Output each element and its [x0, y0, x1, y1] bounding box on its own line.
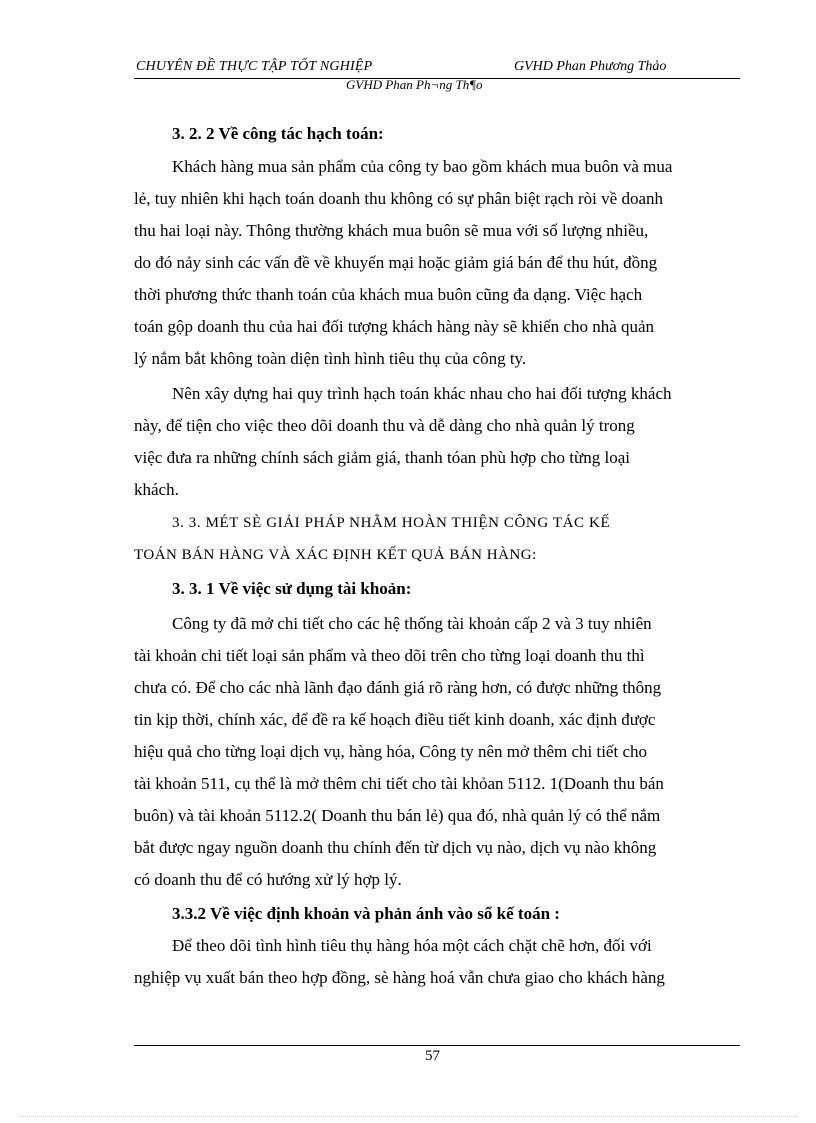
paragraph-line: toán gộp doanh thu của hai đối tượng khách hàng này sẽ khiến cho nhà quản — [134, 317, 655, 336]
paragraph-line: thu hai loại này. Thông thường khách mua buôn sẽ mua với số lượng nhiều, — [134, 221, 649, 240]
chapter-heading: TOÁN BÁN HÀNG VÀ XÁC ĐỊNH KẾT QUẢ BÁN HÀNG: — [134, 547, 537, 563]
header-supervisor: GVHD Phan Phương Thảo — [514, 59, 667, 74]
page-bottom-edge — [20, 1116, 796, 1117]
paragraph-line: do đó nảy sinh các vấn đề về khuyến mại hoặc giảm giá bán để thu hút, đồng — [134, 253, 658, 272]
section-heading: 3. 3. 1 Về việc sử dụng tài khoản: — [172, 579, 412, 598]
paragraph-line: tài khoản chi tiết loại sản phẩm và theo dõi trên cho từng loại doanh thu thì — [134, 646, 645, 665]
section-heading: 3.3.2 Về việc định khoản và phản ánh vào sổ kế toán : — [172, 904, 560, 923]
paragraph-line: thời phương thức thanh toán của khách mua buôn cũng đa dạng. Việc hạch — [134, 285, 643, 304]
paragraph-line: lẻ, tuy nhiên khi hạch toán doanh thu không có sự phân biệt rạch ròi về doanh — [134, 189, 664, 208]
paragraph-line: có doanh thu để có hướng xử lý hợp lý. — [134, 870, 402, 889]
header-subtitle: GVHD Phan Ph¬ng Th¶o — [346, 77, 483, 92]
chapter-heading: 3. 3. MÉT SÈ GIẢI PHÁP NHẰM HOÀN THIỆN CÔNG TÁC KẾ — [172, 515, 611, 531]
paragraph-line: Nên xây dựng hai quy trình hạch toán khác nhau cho hai đối tượng khách — [172, 384, 672, 403]
paragraph-line: tài khoản 511, cụ thể là mở thêm chi tiết cho tài khỏan 5112. 1(Doanh thu bán — [134, 774, 664, 793]
paragraph-line: bắt được ngay nguồn doanh thu chính đến từ dịch vụ nào, dịch vụ nào không — [134, 838, 657, 857]
section-heading: 3. 2. 2 Về công tác hạch toán: — [172, 124, 384, 143]
paragraph-line: lý nắm bắt không toàn diện tình hình tiêu thụ của công ty. — [134, 349, 527, 368]
paragraph-line: tin kịp thời, chính xác, để đề ra kế hoạch điều tiết kinh doanh, xác định được — [134, 710, 656, 729]
header-title: CHUYÊN ĐỀ THỰC TẬP TỐT NGHIỆP — [136, 59, 373, 74]
paragraph-line: nghiệp vụ xuất bán theo hợp đồng, sè hàng hoá vẫn chưa giao cho khách hàng — [134, 968, 665, 987]
page-number: 57 — [425, 1048, 440, 1064]
paragraph-line: việc đưa ra những chính sách giảm giá, thanh tóan phù hợp cho từng loại — [134, 448, 630, 467]
footer-divider — [134, 1045, 740, 1046]
paragraph-line: Khách hàng mua sản phẩm của công ty bao gồm khách mua buôn và mua — [172, 157, 673, 176]
paragraph-line: Để theo dõi tình hình tiêu thụ hàng hóa một cách chặt chẽ hơn, đối với — [172, 936, 652, 955]
paragraph-line: này, để tiện cho việc theo dõi doanh thu và dễ dàng cho nhà quản lý trong — [134, 416, 635, 435]
paragraph-line: buôn) và tài khoản 5112.2( Doanh thu bán lẻ) qua đó, nhà quản lý có thể nắm — [134, 806, 661, 825]
paragraph-line: chưa có. Để cho các nhà lãnh đạo đánh giá rõ ràng hơn, có được những thông — [134, 678, 662, 697]
paragraph-line: khách. — [134, 480, 179, 499]
paragraph-line: hiệu quả cho từng loại dịch vụ, hàng hóa, Công ty nên mở thêm chi tiết cho — [134, 742, 647, 761]
paragraph-line: Công ty đã mở chi tiết cho các hệ thống tài khoản cấp 2 và 3 tuy nhiên — [172, 614, 652, 633]
page-header — [134, 56, 740, 79]
